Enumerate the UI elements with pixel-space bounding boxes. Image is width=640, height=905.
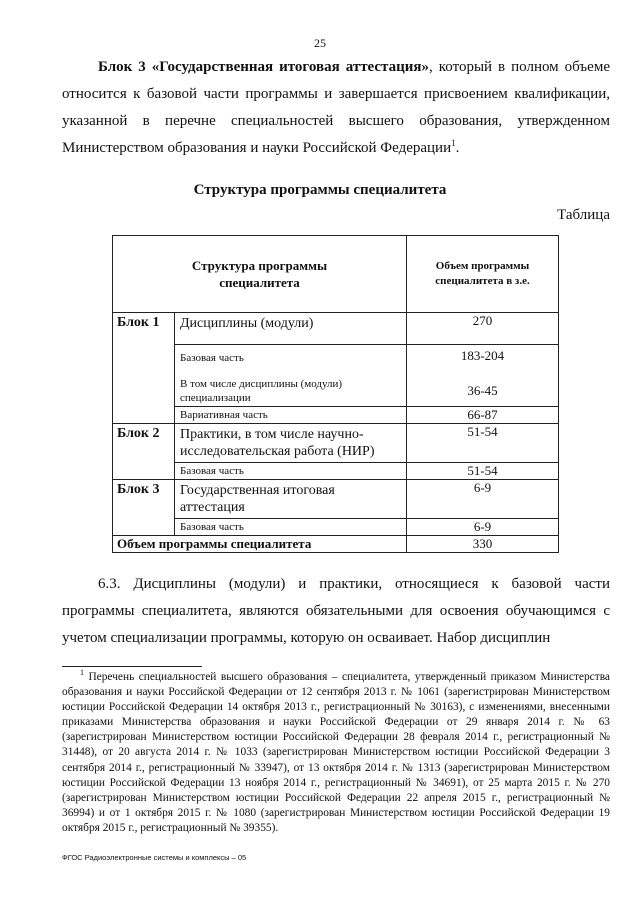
table-row	[113, 479, 559, 518]
block1-title: Дисциплины (модули)	[175, 313, 407, 345]
table-caption: Таблица	[557, 207, 610, 223]
header-volume: Объем программы специалитета в з.е.	[407, 236, 559, 313]
block3-base-value: 6-9	[407, 518, 559, 535]
table-title: Структура программы специалитета	[193, 182, 447, 198]
table-row	[113, 313, 559, 345]
intro-end: .	[455, 140, 460, 156]
header-structure: Структура программы специалитета	[113, 236, 407, 313]
page-footer: ФГОС Радиоэлектронные системы и комплексы – 05	[62, 853, 247, 862]
intro-text: , который в полном объеме относится к базовой части программы и завершается присвоением квалификации, указанной в перечне специальностей высшего образования, утвержденном Министерством образования и науки Российской Федерации	[62, 59, 610, 156]
total-label: Объем программы специалитета	[113, 535, 407, 552]
block1-label: Блок 1	[113, 313, 175, 424]
footnote-marker: 1	[80, 668, 84, 678]
structure-table	[112, 235, 559, 553]
block2-value: 51-54	[407, 423, 559, 462]
block2-title: Практики, в том числе научно-исследовательская работа (НИР)	[175, 423, 407, 462]
footnote-ref: 1	[451, 138, 456, 148]
table-row	[113, 406, 559, 423]
table-row	[113, 423, 559, 462]
block1-spec-value: 36-45	[407, 369, 559, 407]
block3-value: 6-9	[407, 479, 559, 518]
paragraph-6-3: 6.3. Дисциплины (модули) и практики, относящиеся к базовой части программы специалитета, являются обязательными для освоения обучающимся с учетом специализации программы, которую он осваивает. Набор дисциплин	[62, 576, 610, 646]
table-row	[113, 369, 559, 407]
block3-name: Блок 3 «Государственная итоговая аттестация»	[98, 59, 430, 75]
table-total-row	[113, 535, 559, 552]
footnote-text: Перечень специальностей высшего образования – специалитета, утвержденный приказом Министерства образования и науки Российской Федерации от 12 сентября 2013 г. № 1061 (зарегистрирован Министерством юстиции Российской Федерации 14 октября 2013 г., регистрационный № 30163), с изменениями, внесенными приказами Министерства образования и науки Российской Федерации от 29 января 2014 г. № 63 (зарегистрирован Министерством юстиции Российской Федерации 28 февраля 2014 г., регистрационный № 31448), от 20 августа 2014 г. № 1033 (зарегистрирован Министерством юстиции Российской Федерации 3 сентября 2014 г., регистрационный № 33947), от 13 октября 2014 г. № 1313 (зарегистрирован Министерством юстиции Российской Федерации 13 ноября 2014 г., регистрационный № 34691), от 25 марта 2015 г. № 270 (зарегистрирован Министерством юстиции Российской Федерации 22 апреля 2015 г., регистрационный № 36994) и от 1 октября 2015 г. № 1080 (зарегистрирован Министерством юстиции Российской Федерации 19 октября 2015 г., регистрационный № 39355).	[62, 671, 610, 834]
block1-value: 270	[407, 313, 559, 345]
total-value: 330	[407, 535, 559, 552]
page-number: 25	[314, 36, 326, 50]
block1-var-label: Вариативная часть	[175, 406, 407, 423]
footnote	[62, 670, 610, 836]
block3-label: Блок 3	[113, 479, 175, 535]
block1-spec-label: В том числе дисциплины (модули) специализации	[175, 369, 407, 407]
footnote-divider	[62, 666, 202, 667]
intro-paragraph	[62, 54, 610, 162]
block3-title: Государственная итоговая аттестация	[175, 479, 407, 518]
block2-base-value: 51-54	[407, 462, 559, 479]
table-row	[113, 345, 559, 369]
block1-base-value: 183-204	[407, 345, 559, 369]
block2-label: Блок 2	[113, 423, 175, 479]
block3-base-label: Базовая часть	[175, 518, 407, 535]
table-header-row	[113, 236, 559, 313]
table-row	[113, 518, 559, 535]
table-row	[113, 462, 559, 479]
block1-var-value: 66-87	[407, 406, 559, 423]
block1-base-label: Базовая часть	[175, 345, 407, 369]
block2-base-label: Базовая часть	[175, 462, 407, 479]
